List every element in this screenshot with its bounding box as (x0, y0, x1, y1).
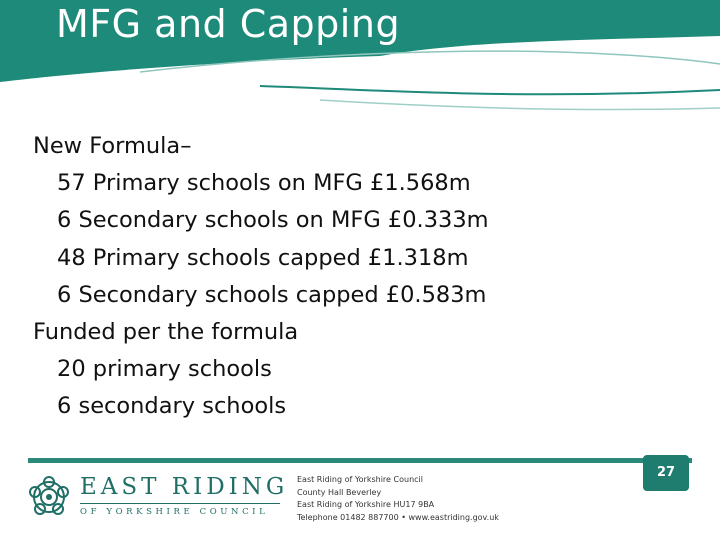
address-line: East Riding of Yorkshire HU17 9BA (297, 500, 435, 509)
body-line: 6 Secondary schools capped £0.583m (57, 281, 487, 308)
body-line: 48 Primary schools capped £1.318m (57, 244, 469, 271)
address-line: East Riding of Yorkshire Council (297, 475, 423, 484)
body-line: 6 secondary schools (57, 393, 287, 420)
footer-divider (28, 458, 692, 463)
logo-wordmark: EAST RIDING (80, 474, 289, 500)
council-logo (25, 470, 289, 524)
body-line: 6 Secondary schools on MFG £0.333m (57, 207, 489, 234)
header-banner (0, 0, 720, 118)
slide-title: MFG and Capping (56, 2, 401, 46)
body-line: 20 primary schools (57, 356, 272, 383)
page-number: 27 (643, 455, 689, 491)
council-address (297, 474, 499, 524)
logo-subtitle: OF YORKSHIRE COUNCIL (80, 507, 269, 517)
rose-emblem-icon (25, 470, 75, 524)
body-line: New Formula– (33, 133, 192, 159)
body-line: 57 Primary schools on MFG £1.568m (57, 170, 471, 197)
address-line: Telephone 01482 887700 • www.eastriding.gov.uk (297, 512, 499, 522)
address-line: County Hall Beverley (297, 487, 382, 497)
body-line: Funded per the formula (33, 319, 299, 346)
logo-underline (80, 503, 280, 504)
slide-body (33, 128, 693, 426)
